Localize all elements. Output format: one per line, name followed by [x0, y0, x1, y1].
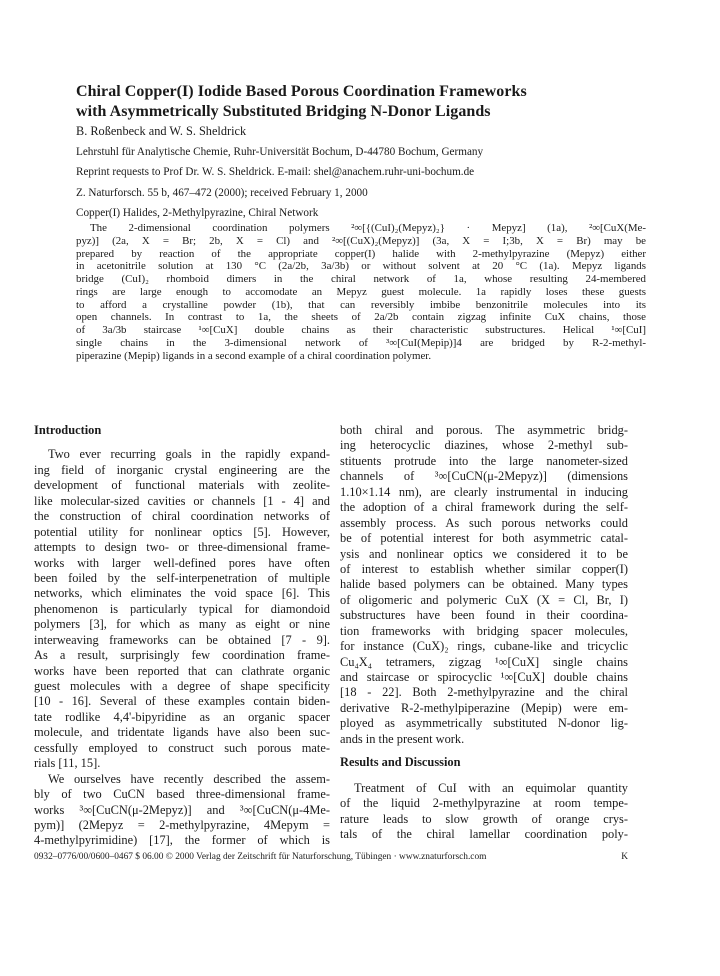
paper-title [76, 82, 636, 121]
body-line: works ³∞[CuCN(μ-2Mepyz)] and ³∞[CuCN(μ-4Me- [34, 802, 330, 817]
body-line: As a result, surprisingly few coordination frame- [34, 648, 330, 663]
body-line: [10 - 16]. Several of these examples contain biden- [34, 694, 330, 709]
body-line: the construction of chiral coordination networks of [34, 509, 330, 524]
affiliation: Lehrstuhl für Analytische Chemie, Ruhr-Universität Bochum, D-44780 Bochum, Germany [76, 146, 484, 158]
body-line: [18 - 22]. Both 2-methylpyrazine and the chiral [340, 685, 628, 700]
abstract-line: piperazine (Mepip) ligands in a second example of a chiral coordination polymer. [76, 349, 432, 362]
body-line: and staircase or spirocyclic ¹∞[CuX] double chains [340, 670, 628, 684]
body-line: molecule, and tridentate ligands have also been suc- [34, 725, 330, 740]
body-line: tate rodlike 4,4'-bipyridine as an organic spacer [34, 709, 330, 724]
body-line: been foiled by the self-interpenetration of multiple [34, 570, 330, 585]
abstract [76, 222, 646, 362]
body-line: interweaving frameworks can be obtained [7 - 9]. [34, 632, 330, 647]
body-line: bly of two CuCN based three-dimensional frame- [34, 787, 330, 802]
body-line: assembly process. As such porous networks could [340, 515, 628, 530]
body-line: development of functional materials with zeolite- [34, 478, 330, 493]
body-line: the adoption of a chiral framework during the self- [340, 500, 628, 515]
section-heading-introduction: Introduction [34, 423, 102, 437]
reprint-note: Reprint requests to Prof Dr. W. S. Sheldrick. E-mail: shel@anachem.ruhr-uni-bochum.de [76, 166, 475, 178]
body-line: channels of ³∞[CuCN(μ-2Mepyz)] (dimensions [340, 469, 628, 484]
body-line: works with larger well-defined pores have often [34, 555, 330, 570]
body-line: We ourselves have recently described the assem- [48, 771, 330, 786]
body-line: ployed as asymmetrically substituted N-donor lig- [340, 716, 628, 731]
body-line: of the liquid 2-methylpyrazine at room tempe- [340, 796, 628, 811]
body-line: potential utility for nonlinear optics [5]. However, [34, 524, 330, 539]
body-line: for instance (CuX)₂ rings, cubane-like and tricyclic [340, 639, 628, 654]
body-line: derivative R-2-methylpiperazine (Mepip) were em- [340, 700, 628, 715]
keywords: Copper(I) Halides, 2-Methylpyrazine, Chiral Network [76, 207, 319, 219]
authors: B. Roßenbeck and W. S. Sheldrick [76, 124, 247, 138]
body-line: ands in the present work. [340, 731, 465, 746]
body-line: ing heterocyclic diazines, whose 2-methyl sub- [340, 438, 628, 453]
footer-copyright: 0932–0776/00/0600–0467 $ 06.00 © 2000 Verlag der Zeitschrift für Naturforschung, Tübingen · www.znaturforsch.com [34, 852, 487, 862]
body-line: of oligomeric and polymeric CuX (X = Cl, Br, I) [340, 592, 628, 607]
body-line: tals of the chiral lamellar coordination poly- [340, 826, 628, 841]
body-line: Treatment of CuI with an equimolar quantity [354, 780, 628, 795]
abstract-line: to afford a crystalline powder (1b), that can reversibly imbibe benzonitrile molecules into its [76, 298, 646, 311]
body-line: ysis and nonlinear optics we considered it to be [340, 546, 628, 561]
body-line: pym)] (2Mepyz = 2-methylpyrazine, 4Mepym = [34, 817, 330, 832]
abstract-line: prepared by reaction of the appropriate copper(I) halide with 2-methylpyrazine (Mepyz) either [76, 247, 646, 260]
body-line: rials [11, 15]. [34, 756, 101, 771]
right-column [340, 423, 628, 842]
footer-mark: K [621, 852, 628, 862]
body-line: rature leads to slow growth of orange crys- [340, 811, 628, 826]
section-heading-results: Results and Discussion [340, 755, 461, 770]
abstract-line: bridge (CuI)₂ rhomboid dimers in the chiral network of 1a, whose resulting 24-membered [76, 273, 646, 285]
body-line: attempts to design two- or three-dimensional frame- [34, 540, 330, 555]
body-line: cessfully employed to construct such porous mate- [34, 740, 330, 755]
title-line: Chiral Copper(I) Iodide Based Porous Coordination Frameworks [76, 83, 527, 100]
body-line: phenomenon is particularly typical for diamondoid [34, 601, 330, 616]
body-line: Two ever recurring goals in the rapidly expand- [48, 447, 330, 462]
title-line: with Asymmetrically Substituted Bridging N-Donor Ligands [76, 102, 491, 120]
body-line: ing field of inorganic crystal engineering are the [34, 462, 330, 477]
abstract-line: in acetonitrile solution at 130 °C (2a/2b, 3a/3b) or without solvent at 20 °C (1a). Mepyz ligands [76, 260, 646, 273]
body-line: Cu₄X₄ tetramers, zigzag ¹∞[CuX] single chains [340, 654, 628, 669]
body-line: like molecular-sized cavities or channels [1 - 4] and [34, 493, 330, 508]
body-line: both chiral and porous. The asymmetric bridg- [340, 423, 628, 437]
citation: Z. Naturforsch. 55 b, 467–472 (2000); received February 1, 2000 [76, 187, 368, 199]
body-line: of interest to establish whether similar copper(I) [340, 561, 628, 576]
body-line: substructures have been found in their coordina- [340, 608, 628, 623]
body-line: 1.10×1.14 nm), are clearly instrumental in inducing [340, 484, 628, 499]
body-line: be of potential interest for both asymmetric catal- [340, 531, 628, 546]
abstract-line: pyz)] (2a, X = Br; 2b, X = Cl) and ²∞[(CuX)₂(Mepyz)] (3a, X = I;3b, X = Br) may be [76, 234, 646, 247]
body-line: tion frameworks with bridging spacer molecules, [340, 623, 628, 638]
body-line: 4-methylpyrimidine) [17], the former of which is [34, 833, 330, 848]
left-column [34, 423, 330, 849]
abstract-line: of 3a/3b staircase ¹∞[CuX] double chains as their characteristic substructures. Helical ¹∞[CuI] [76, 324, 646, 336]
body-line: stituents protrude into the large nanometer-sized [340, 453, 628, 468]
body-line: halide based polymers can be obtained. Many types [340, 577, 628, 592]
body-line: works have been reported that can clathrate organic [34, 663, 330, 678]
body-line: networks, which eliminates the void space [6]. This [34, 586, 330, 601]
page-footer [34, 851, 628, 863]
body-line: polymers [3], for which as many as eight or nine [34, 617, 330, 632]
abstract-line: single chains in the 3-dimensional network of ³∞[CuI(Mepip)]4 are bridged by R-2-methyl- [76, 336, 646, 349]
abstract-line: rings are large enough to accomodate an Mepyz guest molecule. 1a rapidly loses these guests [76, 285, 646, 298]
abstract-line: open channels. In contrast to 1a, the sheets of 2a/2b contain zigzag infinite CuX chains, those [76, 311, 646, 324]
body-line: guest molecules with a degree of shape specificity [34, 679, 330, 693]
abstract-line: The 2-dimensional coordination polymers ²∞[{(CuI)₂(Mepyz)₂} · Mepyz] (1a), ²∞[CuX(Me- [90, 222, 646, 234]
